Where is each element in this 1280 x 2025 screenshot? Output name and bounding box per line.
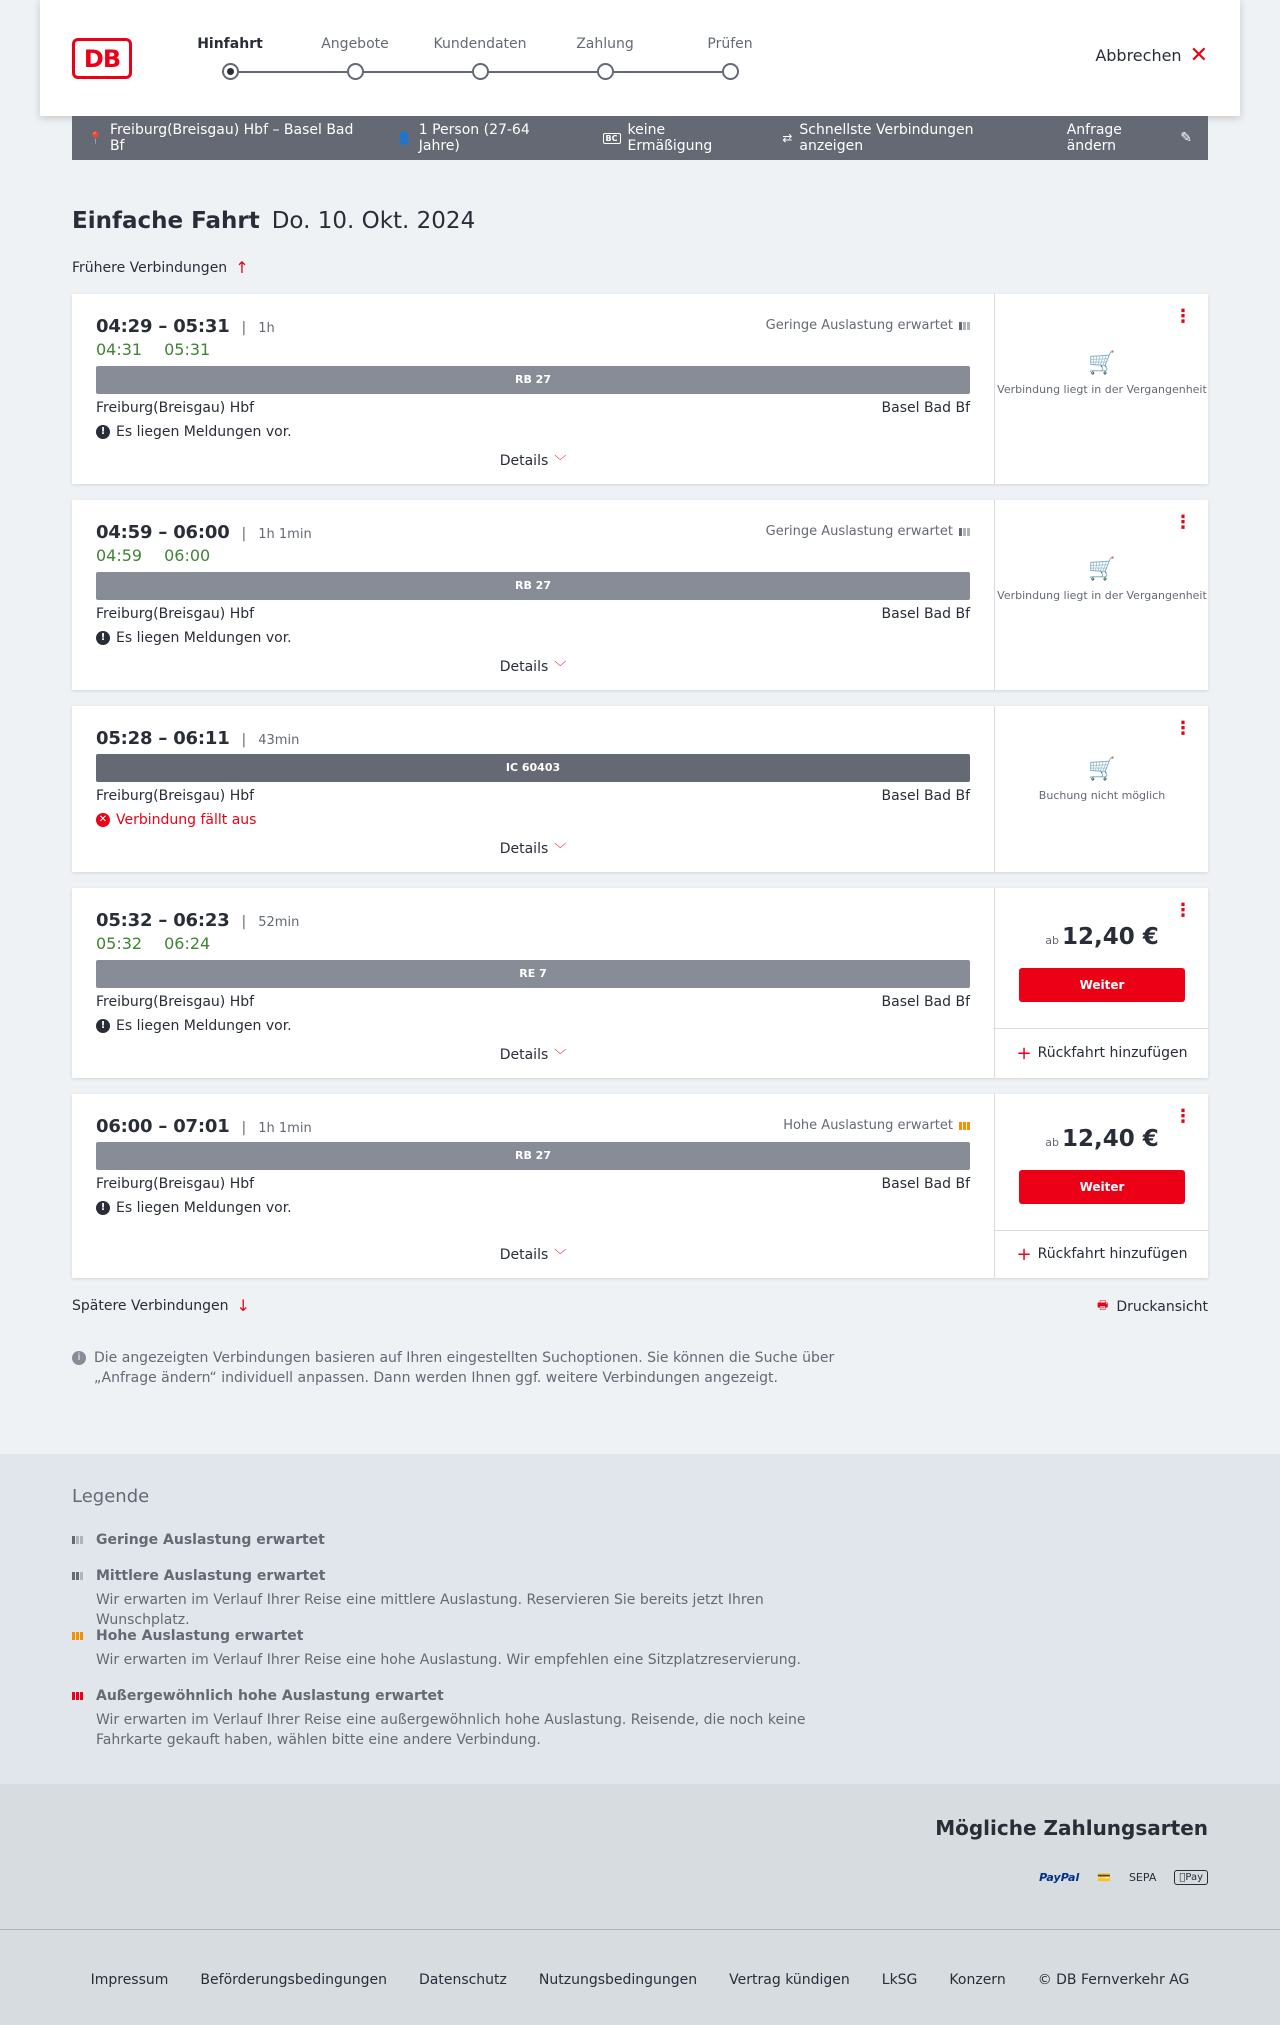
route-text: Freiburg(Breisgau) Hbf – Basel Bad Bf [109,122,354,154]
departure-arrival-times: 04:59 – 06:00 [96,522,230,543]
load-indicator [766,318,970,333]
message-text: Es liegen Meldungen vor. [116,1200,292,1216]
message-text: Es liegen Meldungen vor. [116,1018,292,1034]
connection-times [96,728,299,749]
error-x-icon: ✕ [96,813,110,827]
earlier-connections-link[interactable] [72,258,249,277]
realtime-times [96,546,210,565]
payment-title: Mögliche Zahlungsarten [935,1816,1208,1840]
origin-station: Freiburg(Breisgau) Hbf [96,1176,255,1192]
connection-times [96,910,299,931]
realtime-departure: 04:59 [96,546,143,565]
trip-date: Do. 10. Okt. 2024 [271,208,476,234]
connection-side [994,706,1208,872]
details-label: Details [499,1247,549,1263]
legend-label: Mittlere Auslastung erwartet [96,1568,326,1584]
destination-station: Basel Bad Bf [881,400,970,416]
message-text: Verbindung fällt aus [116,812,257,828]
search-summary-bar [72,116,1208,160]
step-dot [472,63,489,80]
details-toggle[interactable] [72,840,994,857]
step-label: Prüfen [707,36,753,52]
stations [96,606,970,622]
legend-label: Hohe Auslastung erwartet [96,1628,304,1644]
footer-link-konzern[interactable]: Konzern [949,1972,1006,1988]
continue-button[interactable]: Weiter [1019,1170,1185,1204]
details-toggle[interactable] [72,1046,994,1063]
printer-icon: 🖶 [1097,1298,1109,1312]
separator: | [241,732,247,748]
apple-pay-text: Pay [1185,1872,1203,1883]
legend-item-extreme [72,1688,872,1750]
add-return-trip-button[interactable] [995,1230,1209,1278]
low-load-icon [72,1536,88,1544]
medium-load-icon [72,1572,88,1580]
legend-title: Legende [72,1486,150,1507]
booking-status-text: Buchung nicht möglich [1038,789,1166,802]
booking-status-text: Verbindung liegt in der Vergangenheit [997,589,1207,602]
legend-item-medium [72,1568,872,1630]
connection-main [72,500,994,690]
connection-main [72,706,994,872]
connection-card[interactable] [72,1094,1208,1278]
realtime-arrival: 06:24 [164,934,211,953]
step-kundendaten[interactable] [430,34,530,54]
step-dot [722,63,739,80]
stations [96,788,970,804]
connection-card[interactable] [72,706,1208,872]
duration: 1h 1min [258,527,312,542]
swap-arrows-icon: ⇄ [782,131,793,145]
destination-station: Basel Bad Bf [881,1176,970,1192]
cancel-label: Abbrechen [1095,46,1182,65]
stations [96,994,970,1010]
chevron-down-icon: ﹀ [554,1048,567,1062]
discount-text: keine Ermäßigung [627,122,713,154]
change-request-label: Anfrage ändern [1066,122,1122,154]
details-label: Details [499,659,549,675]
details-toggle[interactable] [72,1246,994,1263]
footer-link-datenschutz[interactable]: Datenschutz [418,1972,507,1988]
load-indicator [766,524,970,539]
origin-station: Freiburg(Breisgau) Hbf [96,400,255,416]
more-options-icon[interactable]: ⋮ [1174,900,1192,921]
departure-arrival-times: 06:00 – 07:01 [96,1116,230,1137]
booking-status-text: Verbindung liegt in der Vergangenheit [997,383,1207,396]
person-icon: 👤 [396,131,412,145]
train-line-bar[interactable]: RB 27 [96,366,970,394]
connection-card[interactable] [72,888,1208,1078]
separator: | [241,320,247,336]
destination-station: Basel Bad Bf [881,788,970,804]
price-value: 12,40 € [1061,1126,1159,1152]
load-text: Geringe Auslastung erwartet [765,318,953,333]
connection-side [994,888,1208,1078]
step-label: Hinfahrt [197,36,263,52]
warning-icon: ! [96,1019,110,1033]
step-label: Zahlung [576,36,634,52]
stations [96,400,970,416]
realtime-arrival: 06:00 [164,546,211,565]
origin-station: Freiburg(Breisgau) Hbf [96,606,255,622]
booking-status [995,351,1209,398]
step-angebote[interactable] [305,34,405,54]
passenger-summary [397,122,571,154]
duration: 43min [258,733,300,748]
sepa-icon: SEPA [1128,1871,1157,1884]
trip-type: Einfache Fahrt [72,208,260,234]
connection-main [72,1094,994,1278]
legend-item-high [72,1628,872,1670]
cart-unavailable-icon: 🛒 [1088,351,1116,376]
footer-copyright: © DB Fernverkehr AG [1037,1972,1190,1988]
details-label: Details [499,453,549,469]
chevron-down-icon: ﹀ [554,454,567,468]
high-load-icon [72,1632,88,1640]
print-view-link[interactable] [1097,1296,1208,1317]
more-options-icon[interactable]: ⋮ [1174,512,1192,533]
route-summary [88,122,365,154]
step-dot-active [222,63,239,80]
payment-methods-section [0,1784,1280,1929]
details-label: Details [499,1047,549,1063]
arrow-up-icon: ↑ [235,258,249,277]
connection-main [72,888,994,1078]
footer-link-nutzungsbedingungen[interactable]: Nutzungsbedingungen [538,1972,698,1988]
footer-link-befoerderungsbedingungen[interactable]: Beförderungsbedingungen [200,1972,387,1988]
bahncard-icon: BC [603,133,621,144]
plus-icon: + [1016,1043,1032,1064]
origin-station: Freiburg(Breisgau) Hbf [96,994,255,1010]
stations [96,1176,970,1192]
close-icon: ✕ [1189,42,1208,68]
departure-arrival-times: 05:32 – 06:23 [96,910,230,931]
price-prefix: ab [1045,1136,1059,1149]
credit-card-icon: 💳 [1097,1871,1111,1884]
fastest-text: Schnellste Verbindungen anzeigen [799,122,974,154]
chevron-down-icon: ﹀ [554,1248,567,1262]
continue-button[interactable]: Weiter [1019,968,1185,1002]
chevron-down-icon: ﹀ [554,660,567,674]
step-pruefen[interactable] [680,34,780,54]
origin-station: Freiburg(Breisgau) Hbf [96,788,255,804]
cancel-button[interactable] [1095,42,1208,68]
connection-times [96,316,275,337]
train-line-bar[interactable]: RB 27 [96,1142,970,1170]
location-pin-icon: 📍 [88,131,103,145]
step-dot [597,63,614,80]
more-options-icon[interactable]: ⋮ [1174,306,1192,327]
footer-link-vertrag-kuendigen[interactable]: Vertrag kündigen [729,1972,850,1988]
price-display [995,1126,1209,1152]
realtime-departure: 04:31 [96,340,143,359]
later-connections-link[interactable] [72,1296,250,1315]
details-toggle[interactable] [72,658,994,675]
add-return-label: Rückfahrt hinzufügen [1037,1246,1188,1262]
info-icon: i [72,1351,86,1365]
legend-text: Wir erwarten im Verlauf Ihrer Reise eine außergewöhnlich hohe Auslastung. Reisende, die noch keine Fahrkarte gekauft haben, wählen bitte eine andere Verbindung. [96,1712,806,1748]
legend-section [0,1454,1280,1784]
booking-header [40,0,1240,116]
duration: 1h [258,321,275,336]
cancelled-notice [96,812,256,828]
step-hinfahrt[interactable] [180,34,280,54]
high-load-icon [959,1122,970,1130]
train-line-bar[interactable]: RE 7 [96,960,970,988]
realtime-times [96,934,210,953]
warning-icon: ! [96,1201,110,1215]
train-line-bar[interactable]: IC 60403 [96,754,970,782]
more-options-icon[interactable]: ⋮ [1174,1106,1192,1127]
legend-text: Wir erwarten im Verlauf Ihrer Reise eine mittlere Auslastung. Reservieren Sie bereits jetzt Ihren Wunschplatz. [96,1592,764,1628]
discount-summary [603,122,751,154]
change-request-button[interactable] [1067,122,1192,154]
step-dot [347,63,364,80]
departure-arrival-times: 04:29 – 05:31 [96,316,230,337]
paypal-icon: PayPal [1039,1871,1080,1884]
plus-icon: + [1016,1244,1032,1265]
print-label: Druckansicht [1116,1298,1208,1315]
footer-links [0,1972,1280,1988]
departure-arrival-times: 05:28 – 06:11 [96,728,230,749]
destination-station: Basel Bad Bf [881,994,970,1010]
booking-status [995,757,1209,804]
connection-times [96,1116,312,1137]
apple-pay-icon [1174,1870,1208,1885]
cart-unavailable-icon: 🛒 [1088,557,1116,582]
details-label: Details [499,841,549,857]
connection-side [994,1094,1208,1278]
earlier-label: Frühere Verbindungen [72,259,228,276]
separator: | [241,526,247,542]
legend-label: Geringe Auslastung erwartet [96,1532,325,1548]
message-notice [96,424,292,440]
realtime-times [96,340,210,359]
pencil-icon: ✎ [1180,130,1192,146]
later-label: Spätere Verbindungen [72,1297,229,1314]
fastest-connections-option [782,122,1034,154]
legend-item-low [72,1532,872,1548]
separator: | [241,1120,247,1136]
destination-station: Basel Bad Bf [881,606,970,622]
price-prefix: ab [1045,934,1059,947]
add-return-trip-button[interactable] [995,1028,1209,1078]
connection-side [994,500,1208,690]
connection-card[interactable] [72,500,1208,690]
extreme-load-icon [72,1692,88,1700]
legend-label: Außergewöhnlich hohe Auslastung erwartet [96,1688,444,1704]
footer-link-lksg[interactable]: LkSG [881,1972,918,1988]
load-indicator [783,1118,970,1133]
connection-main [72,294,994,484]
price-value: 12,40 € [1061,924,1159,950]
arrow-down-icon: ↓ [236,1296,250,1315]
load-text: Geringe Auslastung erwartet [765,524,953,539]
info-text: Die angezeigten Verbindungen basieren auf Ihren eingestellten Suchoptionen. Sie können die Suche über „Anfrage ändern“ individuell anpassen. Dann werden Ihnen ggf. weitere Verbindungen angezeigt. [94,1350,835,1386]
load-text: Hohe Auslastung erwartet [783,1118,953,1133]
message-notice [96,1018,292,1034]
message-notice [96,630,292,646]
db-logo[interactable]: DB [72,38,132,79]
add-return-label: Rückfahrt hinzufügen [1037,1045,1188,1061]
realtime-arrival: 05:31 [164,340,211,359]
message-notice [96,1200,292,1216]
payment-icons [1039,1870,1208,1885]
separator: | [241,914,247,930]
train-line-bar[interactable]: RB 27 [96,572,970,600]
message-text: Es liegen Meldungen vor. [116,424,292,440]
connection-side [994,294,1208,484]
duration: 1h 1min [258,1121,312,1136]
progress-stepper [180,34,840,94]
message-text: Es liegen Meldungen vor. [116,630,292,646]
warning-icon: ! [96,425,110,439]
connection-card[interactable] [72,294,1208,484]
search-info-note [72,1348,852,1388]
cart-unavailable-icon: 🛒 [1088,757,1116,782]
passenger-text: 1 Person (27-64 Jahre) [418,122,530,154]
step-label: Angebote [321,36,389,52]
low-load-icon [959,322,970,330]
booking-status [995,557,1209,604]
duration: 52min [258,915,300,930]
more-options-icon[interactable]: ⋮ [1174,718,1192,739]
legend-text: Wir erwarten im Verlauf Ihrer Reise eine hohe Auslastung. Wir empfehlen eine Sitzplatzreservierung. [96,1652,801,1668]
realtime-departure: 05:32 [96,934,143,953]
step-label: Kundendaten [433,36,527,52]
low-load-icon [959,528,970,536]
chevron-down-icon: ﹀ [554,842,567,856]
footer [0,1929,1280,2025]
warning-icon: ! [96,631,110,645]
step-zahlung[interactable] [555,34,655,54]
connection-times [96,522,312,543]
footer-link-impressum[interactable]: Impressum [90,1972,169,1988]
details-toggle[interactable] [72,452,994,469]
price-display [995,924,1209,950]
page-title [72,208,475,234]
